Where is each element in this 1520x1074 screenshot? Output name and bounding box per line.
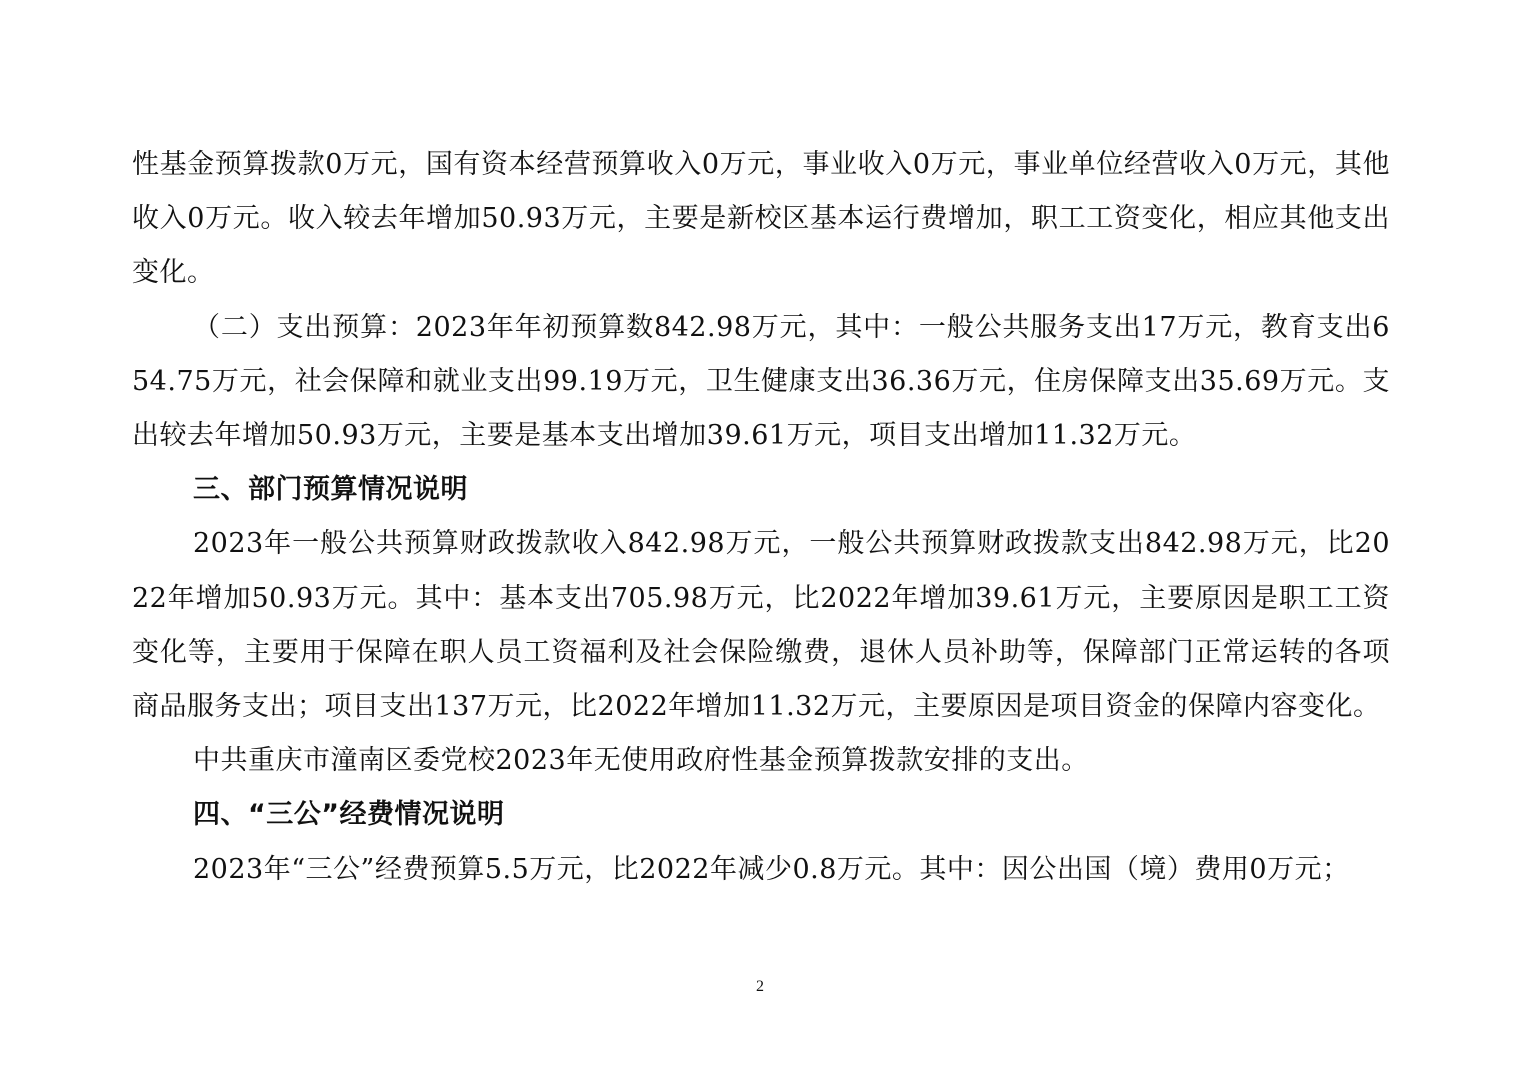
page-number: 2 <box>756 978 764 995</box>
section-heading-department-budget: 三、部门预算情况说明 <box>193 474 468 506</box>
paragraph-government-fund: 中共重庆市潼南区委党校2023年无使用政府性基金预算拨款安排的支出。 <box>193 745 1089 777</box>
paragraph-income-continued: 性基金预算拨款0万元，国有资本经营预算收入0万元，事业收入0万元，事业单位经营收入0万元，其他收入0万元。收入较去年增加50.93万元，主要是新校区基本运行费增加，职工工资变化，相应其他支出变化。 <box>132 149 1390 289</box>
document-page <box>132 138 1390 897</box>
paragraph-expenditure-budget: （二）支出预算：2023年年初预算数842.98万元，其中：一般公共服务支出17万元，教育支出654.75万元，社会保障和就业支出99.19万元，卫生健康支出36.36万元，住房保障支出35.69万元。支出较去年增加50.93万元，主要是基本支出增加39.61万元，项目支出增加11.32万元。 <box>132 311 1390 452</box>
section-heading-three-public-expenses: 四、“三公”经费情况说明 <box>193 799 505 831</box>
paragraph-general-public-budget: 2023年一般公共预算财政拨款收入842.98万元，一般公共预算财政拨款支出842.98万元，比2022年增加50.93万元。其中：基本支出705.98万元，比2022年增加39.61万元，主要原因是职工工资变化等，主要用于保障在职人员工资福利及社会保险缴费，退休人员补助等，保障部门正常运转的各项商品服务支出；项目支出137万元，比2022年增加11.32万元，主要原因是项目资金的保障内容变化。 <box>132 528 1390 723</box>
paragraph-three-public-expenses: 2023年“三公”经费预算5.5万元，比2022年减少0.8万元。其中：因公出国（境）费用0万元； <box>193 853 1350 885</box>
